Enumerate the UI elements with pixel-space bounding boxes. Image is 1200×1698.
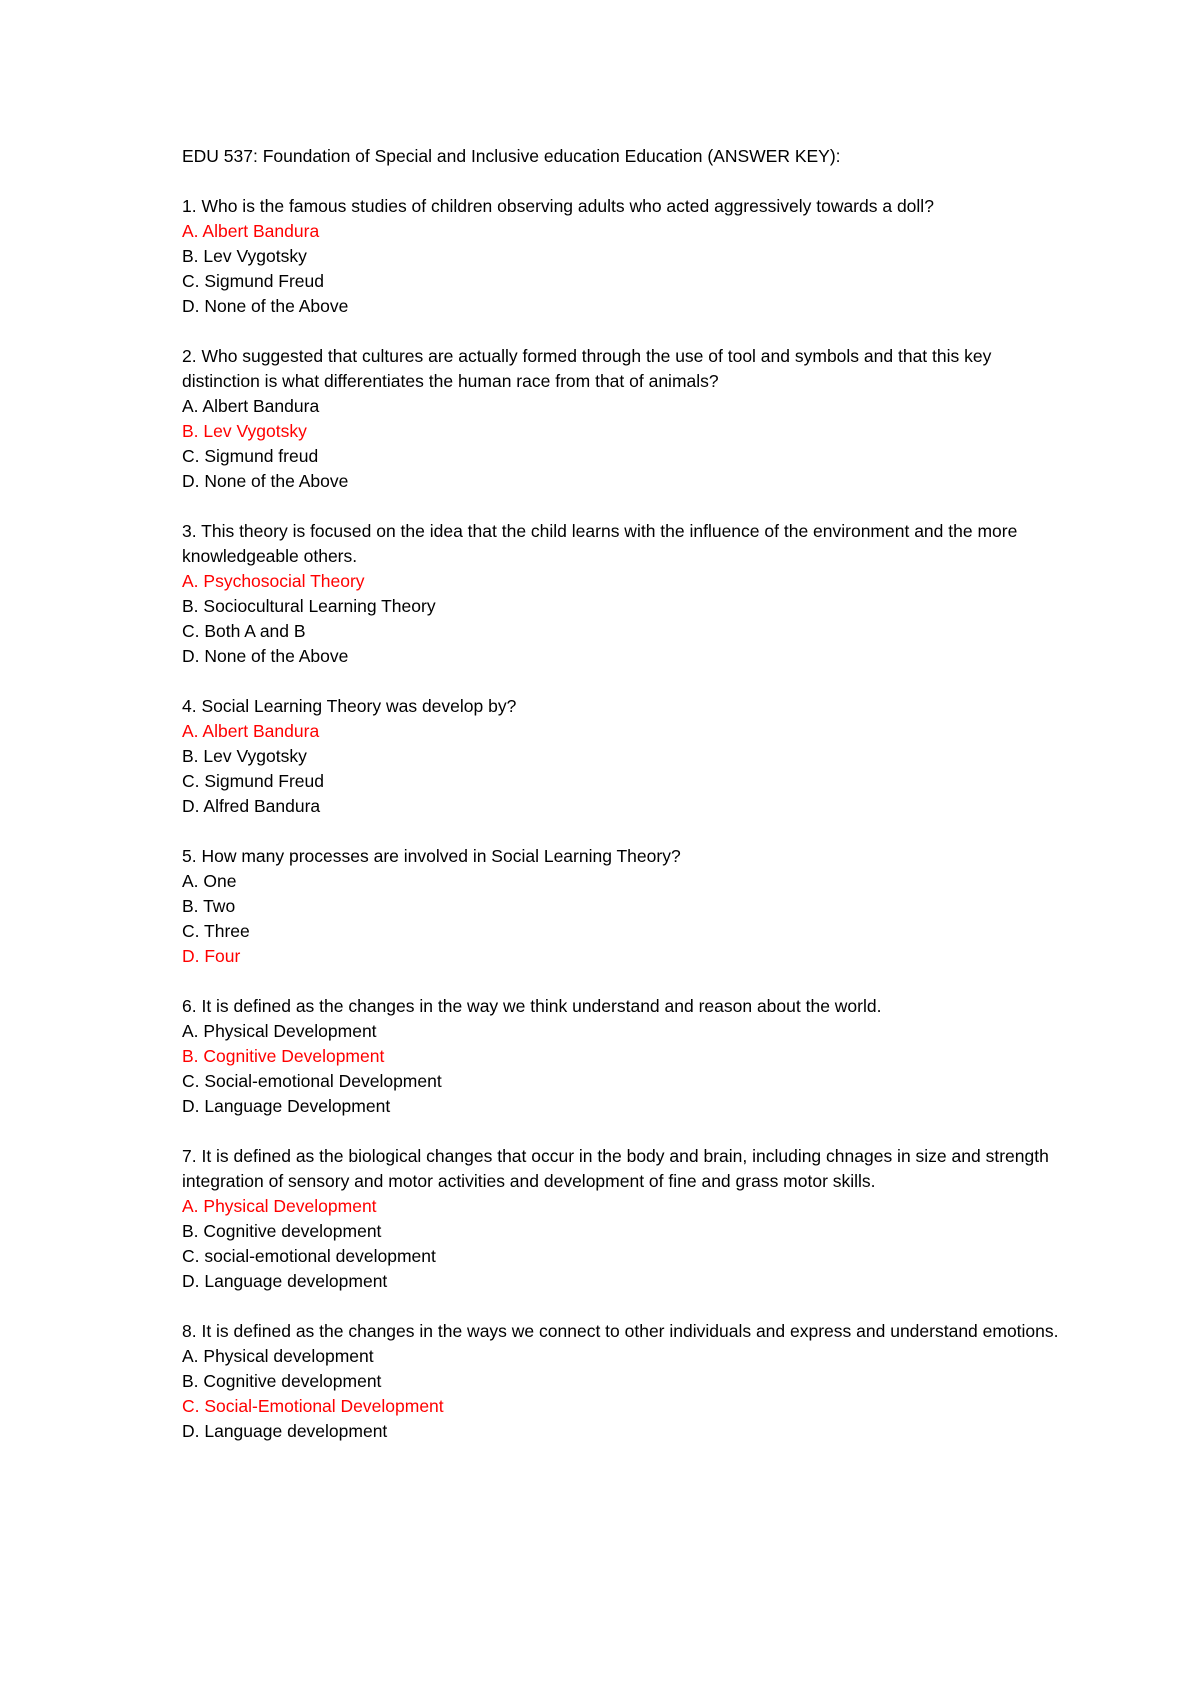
option-b: B. Lev Vygotsky — [182, 746, 307, 766]
option-c: C. Both A and B — [182, 621, 306, 641]
option-d: D. Language Development — [182, 1096, 391, 1116]
option-a: A. Physical Development — [182, 1021, 377, 1041]
option-d: D. None of the Above — [182, 646, 349, 666]
question-2 — [182, 344, 1062, 494]
question-text: 1. Who is the famous studies of children observing adults who acted aggressively towards a doll? — [182, 196, 934, 216]
option-b: B. Cognitive development — [182, 1221, 382, 1241]
option-a: A. Physical development — [182, 1346, 374, 1366]
question-text: 6. It is defined as the changes in the way we think understand and reason about the world. — [182, 996, 882, 1016]
question-text: 3. This theory is focused on the idea that the child learns with the influence of the environment and the more knowledgeable others. — [182, 521, 1018, 566]
option-b: B. Sociocultural Learning Theory — [182, 596, 436, 616]
document-content — [182, 144, 1062, 1469]
option-c: C. Three — [182, 921, 250, 941]
option-c: C. social-emotional development — [182, 1246, 436, 1266]
option-a: A. Albert Bandura — [182, 396, 320, 416]
option-d: D. None of the Above — [182, 471, 349, 491]
question-7 — [182, 1144, 1062, 1294]
option-c: C. Sigmund Freud — [182, 771, 325, 791]
option-c: C. Social-emotional Development — [182, 1071, 442, 1091]
option-d: D. Language development — [182, 1421, 388, 1441]
question-4 — [182, 694, 1062, 819]
option-b: B. Lev Vygotsky — [182, 421, 307, 441]
option-b: B. Cognitive Development — [182, 1046, 385, 1066]
option-a: A. Albert Bandura — [182, 721, 320, 741]
option-d: D. None of the Above — [182, 296, 349, 316]
option-c: C. Sigmund freud — [182, 446, 319, 466]
option-a: A. Psychosocial Theory — [182, 571, 365, 591]
question-text: 7. It is defined as the biological changes that occur in the body and brain, including chnages in size and strength integration of sensory and motor activities and development of fine and grass motor skills. — [182, 1146, 1049, 1191]
option-c: C. Social-Emotional Development — [182, 1396, 444, 1416]
option-d: D. Language development — [182, 1271, 388, 1291]
question-text: 2. Who suggested that cultures are actually formed through the use of tool and symbols and that this key distinction is what differentiates the human race from that of animals? — [182, 346, 992, 391]
option-d: D. Four — [182, 946, 241, 966]
question-3 — [182, 519, 1062, 669]
question-text: 8. It is defined as the changes in the ways we connect to other individuals and express and understand emotions. — [182, 1321, 1059, 1341]
question-text: 5. How many processes are involved in Social Learning Theory? — [182, 846, 681, 866]
question-6 — [182, 994, 1062, 1119]
option-a: A. One — [182, 871, 237, 891]
document-title: EDU 537: Foundation of Special and Inclusive education Education (ANSWER KEY): — [182, 146, 841, 166]
option-a: A. Albert Bandura — [182, 221, 320, 241]
question-5 — [182, 844, 1062, 969]
option-b: B. Two — [182, 896, 236, 916]
option-d: D. Alfred Bandura — [182, 796, 321, 816]
option-b: B. Lev Vygotsky — [182, 246, 307, 266]
option-a: A. Physical Development — [182, 1196, 377, 1216]
question-text: 4. Social Learning Theory was develop by? — [182, 696, 517, 716]
option-b: B. Cognitive development — [182, 1371, 382, 1391]
question-8 — [182, 1319, 1062, 1444]
question-1 — [182, 194, 1062, 319]
option-c: C. Sigmund Freud — [182, 271, 325, 291]
